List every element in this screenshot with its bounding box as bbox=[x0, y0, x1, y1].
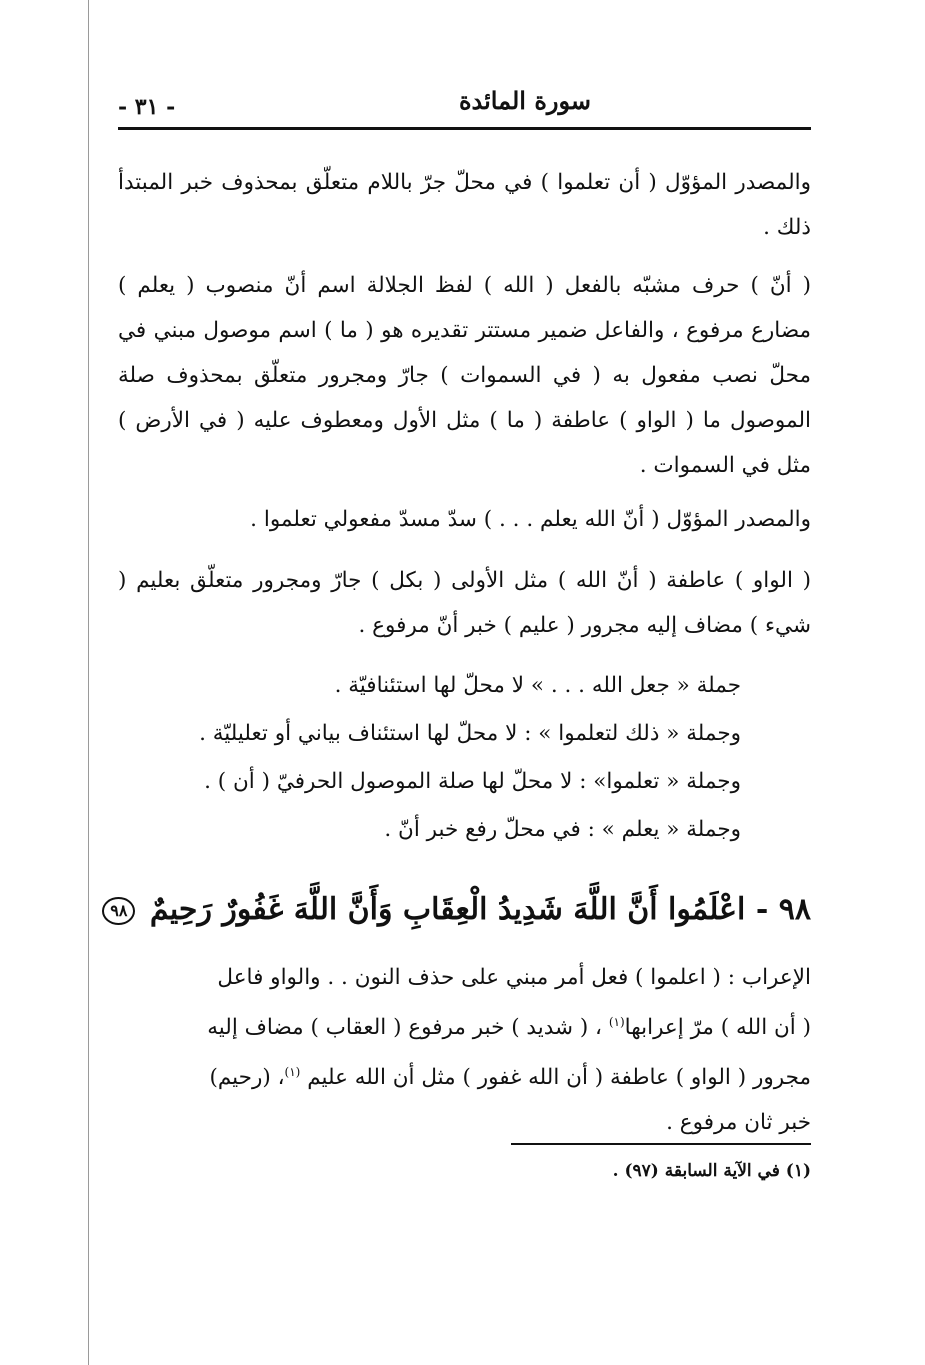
book-page bbox=[110, 0, 811, 1365]
paragraph-4: ( الواو ) عاطفة ( أنّ الله ) مثل الأولى ( بكل ) جارّ ومجرور متعلّق بعليم ( شيء ) مضاف إليه مجرور ( عليم ) خبر أنّ مرفوع . bbox=[118, 568, 811, 638]
sentence-3: وجملة « تعلموا» : لا محلّ لها صلة الموصول الحرفيّ ( أن ) . bbox=[204, 769, 741, 794]
sentence-4: وجملة « يعلم » : في محلّ رفع خبر أنّ . bbox=[384, 817, 741, 842]
quran-verse bbox=[110, 880, 811, 940]
sentence-1: جملة « جعل الله . . . » لا محلّ لها استئنافيّة . bbox=[334, 673, 741, 698]
paragraph-2: ( أنّ ) حرف مشبّه بالفعل ( الله ) لفظ الجلالة اسم أنّ منصوب ( يعلم ) مضارع مرفوع ، والفاعل ضمير مستتر تقديره هو ( ما ) اسم موصول مبني في محلّ نصب مفعول به ( في السموات ) جارّ ومجرور متعلّق بمحذوف صلة الموصول ما ( الواو ) عاطفة ( ما ) مثل الأول ومعطوف عليه ( في الأرض ) مثل في السموات . bbox=[118, 273, 811, 478]
irab-line-3-text: مجرور ( الواو ) عاطفة ( أن الله غفور ) مثل أن الله عليم bbox=[307, 1065, 811, 1091]
footnote-ref: (١) bbox=[284, 1065, 301, 1080]
irab-line-3 bbox=[118, 1050, 811, 1100]
page-header bbox=[118, 84, 811, 130]
irab-line-2 bbox=[118, 1000, 811, 1050]
footnote: (١) في الآية السابقة (٩٧) . bbox=[612, 1161, 811, 1181]
paragraph-1: والمصدر المؤوّل ( أن تعلموا ) في محلّ جرّ باللام متعلّق بمحذوف خبر المبتدأ ذلك . bbox=[118, 170, 811, 240]
ayah-marker: ٩٨ bbox=[102, 897, 135, 925]
irab-line-2-rest: ، ( شديد ) خبر مرفوع ( العقاب ) مضاف إليه bbox=[207, 1015, 609, 1041]
irab-line-1: الإعراب : ( اعلموا ) فعل أمر مبني على حذف النون . . والواو فاعل bbox=[217, 965, 811, 990]
paragraph-3: والمصدر المؤوّل ( أنّ الله يعلم . . . ) سدّ مسدّ مفعولي تعلموا . bbox=[250, 507, 811, 532]
irab-line-3-rest: ، (رحيم) bbox=[209, 1065, 285, 1091]
footnote-rule bbox=[511, 1143, 811, 1145]
page-number: - ٣١ - bbox=[118, 94, 176, 120]
header-rule bbox=[118, 127, 811, 130]
verse-text: اعْلَمُوا أَنَّ اللَّهَ شَدِيدُ الْعِقَابِ وَأَنَّ اللَّهَ غَفُورٌ رَحِيمٌ bbox=[149, 892, 746, 927]
irab-line-4: خبر ثان مرفوع . bbox=[666, 1110, 811, 1136]
footnote-ref: (١) bbox=[608, 1015, 625, 1029]
sentence-2: وجملة « ذلك لتعلموا » : لا محلّ لها استئناف بياني أو تعليليّة . bbox=[199, 721, 741, 746]
verse-number: ٩٨ - bbox=[755, 892, 811, 927]
surah-title: سورة المائدة bbox=[458, 86, 591, 115]
irab-paragraph bbox=[118, 955, 811, 1145]
binding-line bbox=[88, 0, 89, 1365]
irab-line-2-text: ( أن الله ) مرّ إعرابها bbox=[624, 1015, 811, 1041]
